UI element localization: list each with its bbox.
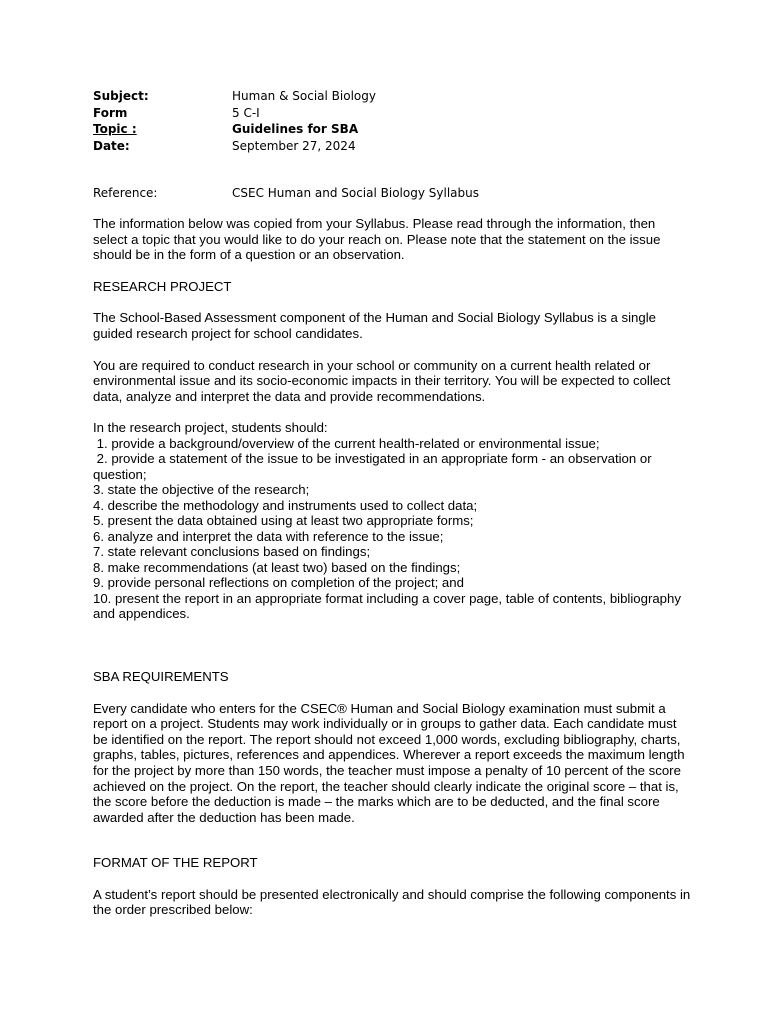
sba-paragraph: Every candidate who enters for the CSEC® Human and Social Biology examination must submit a report on a project. Students may work individually or in groups to gather data. Each candidate must be identified on the report. The report should not exceed 1,000 words, excluding bibliography, charts, graphs, tables, pictures, references and appendices. Wherever a report exceeds the maximum length for the project by more than 150 words, the teacher must impose a penalty of 10 percent of the score achieved on the project. On the report, the teacher should clearly indicate the original score – that is, the score before the deduction is made – the marks which are to be deducted, and the final score awarded after the deduction has been made. (93, 700, 685, 825)
list-item: 5. present the data obtained using at least two appropriate forms; (93, 513, 474, 529)
form-row (93, 105, 693, 122)
sba-heading: SBA REQUIREMENTS (93, 668, 229, 684)
research-paragraph-1: The School-Based Assessment component of the Human and Social Biology Syllabus is a single guided research project for school candidates. (93, 310, 656, 341)
document-page (93, 88, 693, 918)
list-item: 3. state the objective of the research; (93, 482, 310, 498)
intro-paragraph: The information below was copied from your Syllabus. Please read through the information, then select a topic that you would like to do your reach on. Please note that the statement on the issue should be in the form of a question or an observation. (93, 216, 661, 263)
subject-value: Human & Social Biology (232, 89, 376, 103)
reference-label: Reference: (93, 186, 158, 200)
subject-row (93, 88, 693, 105)
research-heading: RESEARCH PROJECT (93, 278, 232, 294)
list-item: 4. describe the methodology and instruments used to collect data; (93, 497, 478, 513)
format-paragraph: A student’s report should be presented electronically and should comprise the following components in the order prescribed below: (93, 886, 691, 918)
list-item: 10. present the report in an appropriate format including a cover page, table of contents, bibliography and appendices. (93, 590, 681, 622)
topic-label: Topic : (93, 122, 137, 136)
list-item: 9. provide personal reflections on completion of the project; and (93, 575, 464, 591)
topic-row (93, 121, 693, 138)
list-item: 8. make recommendations (at least two) based on the findings; (93, 559, 461, 575)
list-item: 2. provide a statement of the issue to be investigated in an appropriate form - an observation or question; (93, 451, 667, 482)
list-item: 7. state relevant conclusions based on findings; (93, 544, 371, 560)
header-block (93, 88, 693, 154)
list-item: 1. provide a background/overview of the current health-related or environmental issue; (93, 435, 600, 451)
date-value: September 27, 2024 (232, 138, 356, 153)
research-lead: In the research project, students should: (93, 420, 328, 436)
form-label: Form (93, 105, 128, 120)
subject-label: Subject: (93, 89, 149, 103)
date-label: Date: (93, 138, 130, 153)
reference-value: CSEC Human and Social Biology Syllabus (232, 186, 479, 200)
form-value: 5 C-I (232, 105, 260, 120)
research-paragraph-2: You are required to conduct research in your school or community on a current health related or environmental issue and its socio-economic impacts in their territory. You will be expected to collect data, analyze and interpret the data and provide recommendations. (93, 357, 671, 404)
reference-row (93, 185, 693, 201)
list-item: 6. analyze and interpret the data with reference to the issue; (93, 528, 444, 544)
topic-value: Guidelines for SBA (232, 122, 359, 136)
date-row (93, 138, 693, 155)
research-list (93, 436, 693, 622)
format-heading: FORMAT OF THE REPORT (93, 855, 258, 871)
